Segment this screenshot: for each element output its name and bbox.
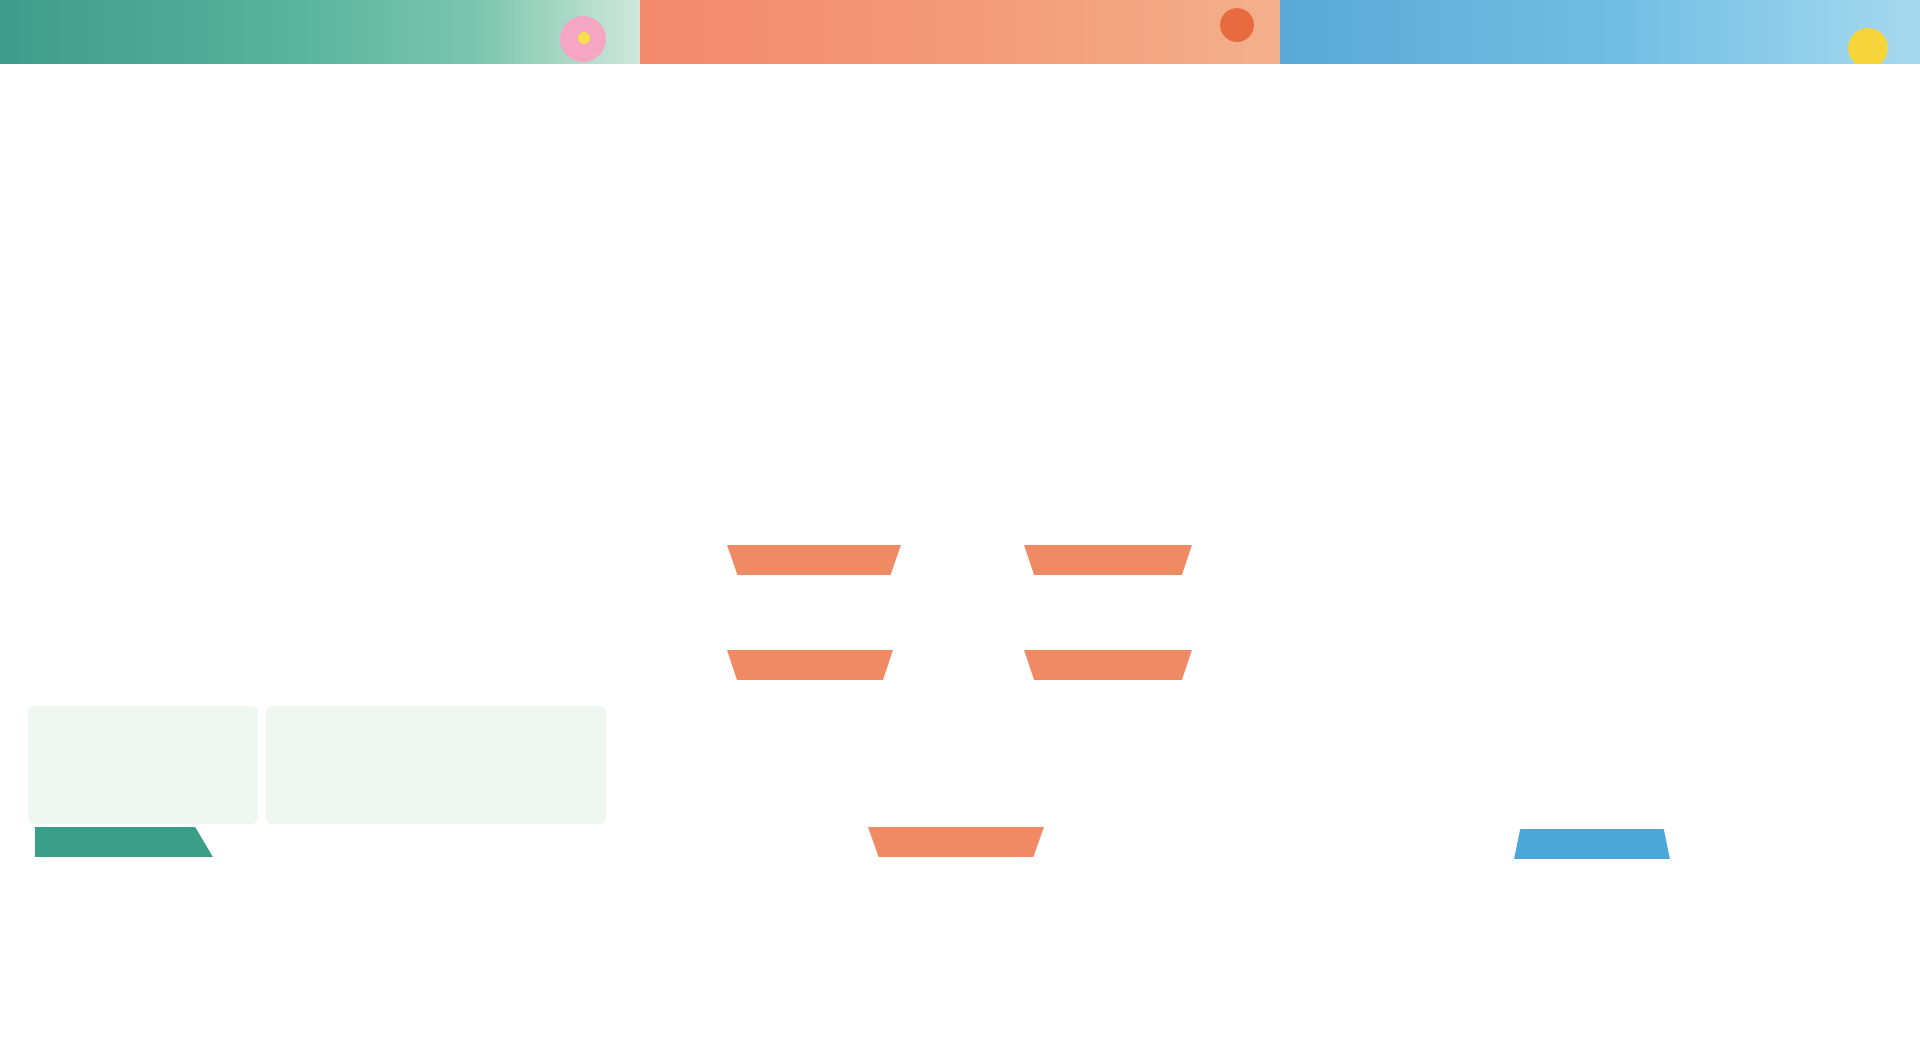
friday-prayer-title bbox=[727, 545, 901, 575]
flower-icon bbox=[1848, 28, 1888, 64]
maple-leaf-icon bbox=[1220, 8, 1254, 42]
sunday-morning-banner bbox=[0, 0, 640, 64]
sunday-afternoon-banner bbox=[640, 0, 1280, 64]
stats-title bbox=[35, 827, 213, 857]
third-service-box bbox=[28, 706, 258, 824]
staff-title bbox=[868, 827, 1044, 857]
clubs-title bbox=[1514, 829, 1670, 859]
offering-committee-title bbox=[1024, 650, 1192, 680]
next-week-box bbox=[266, 706, 606, 824]
dawn-prayer-title bbox=[1024, 545, 1192, 575]
ushers-title bbox=[727, 650, 893, 680]
flower-center-icon bbox=[578, 32, 590, 44]
bible-study-banner bbox=[1280, 0, 1920, 64]
